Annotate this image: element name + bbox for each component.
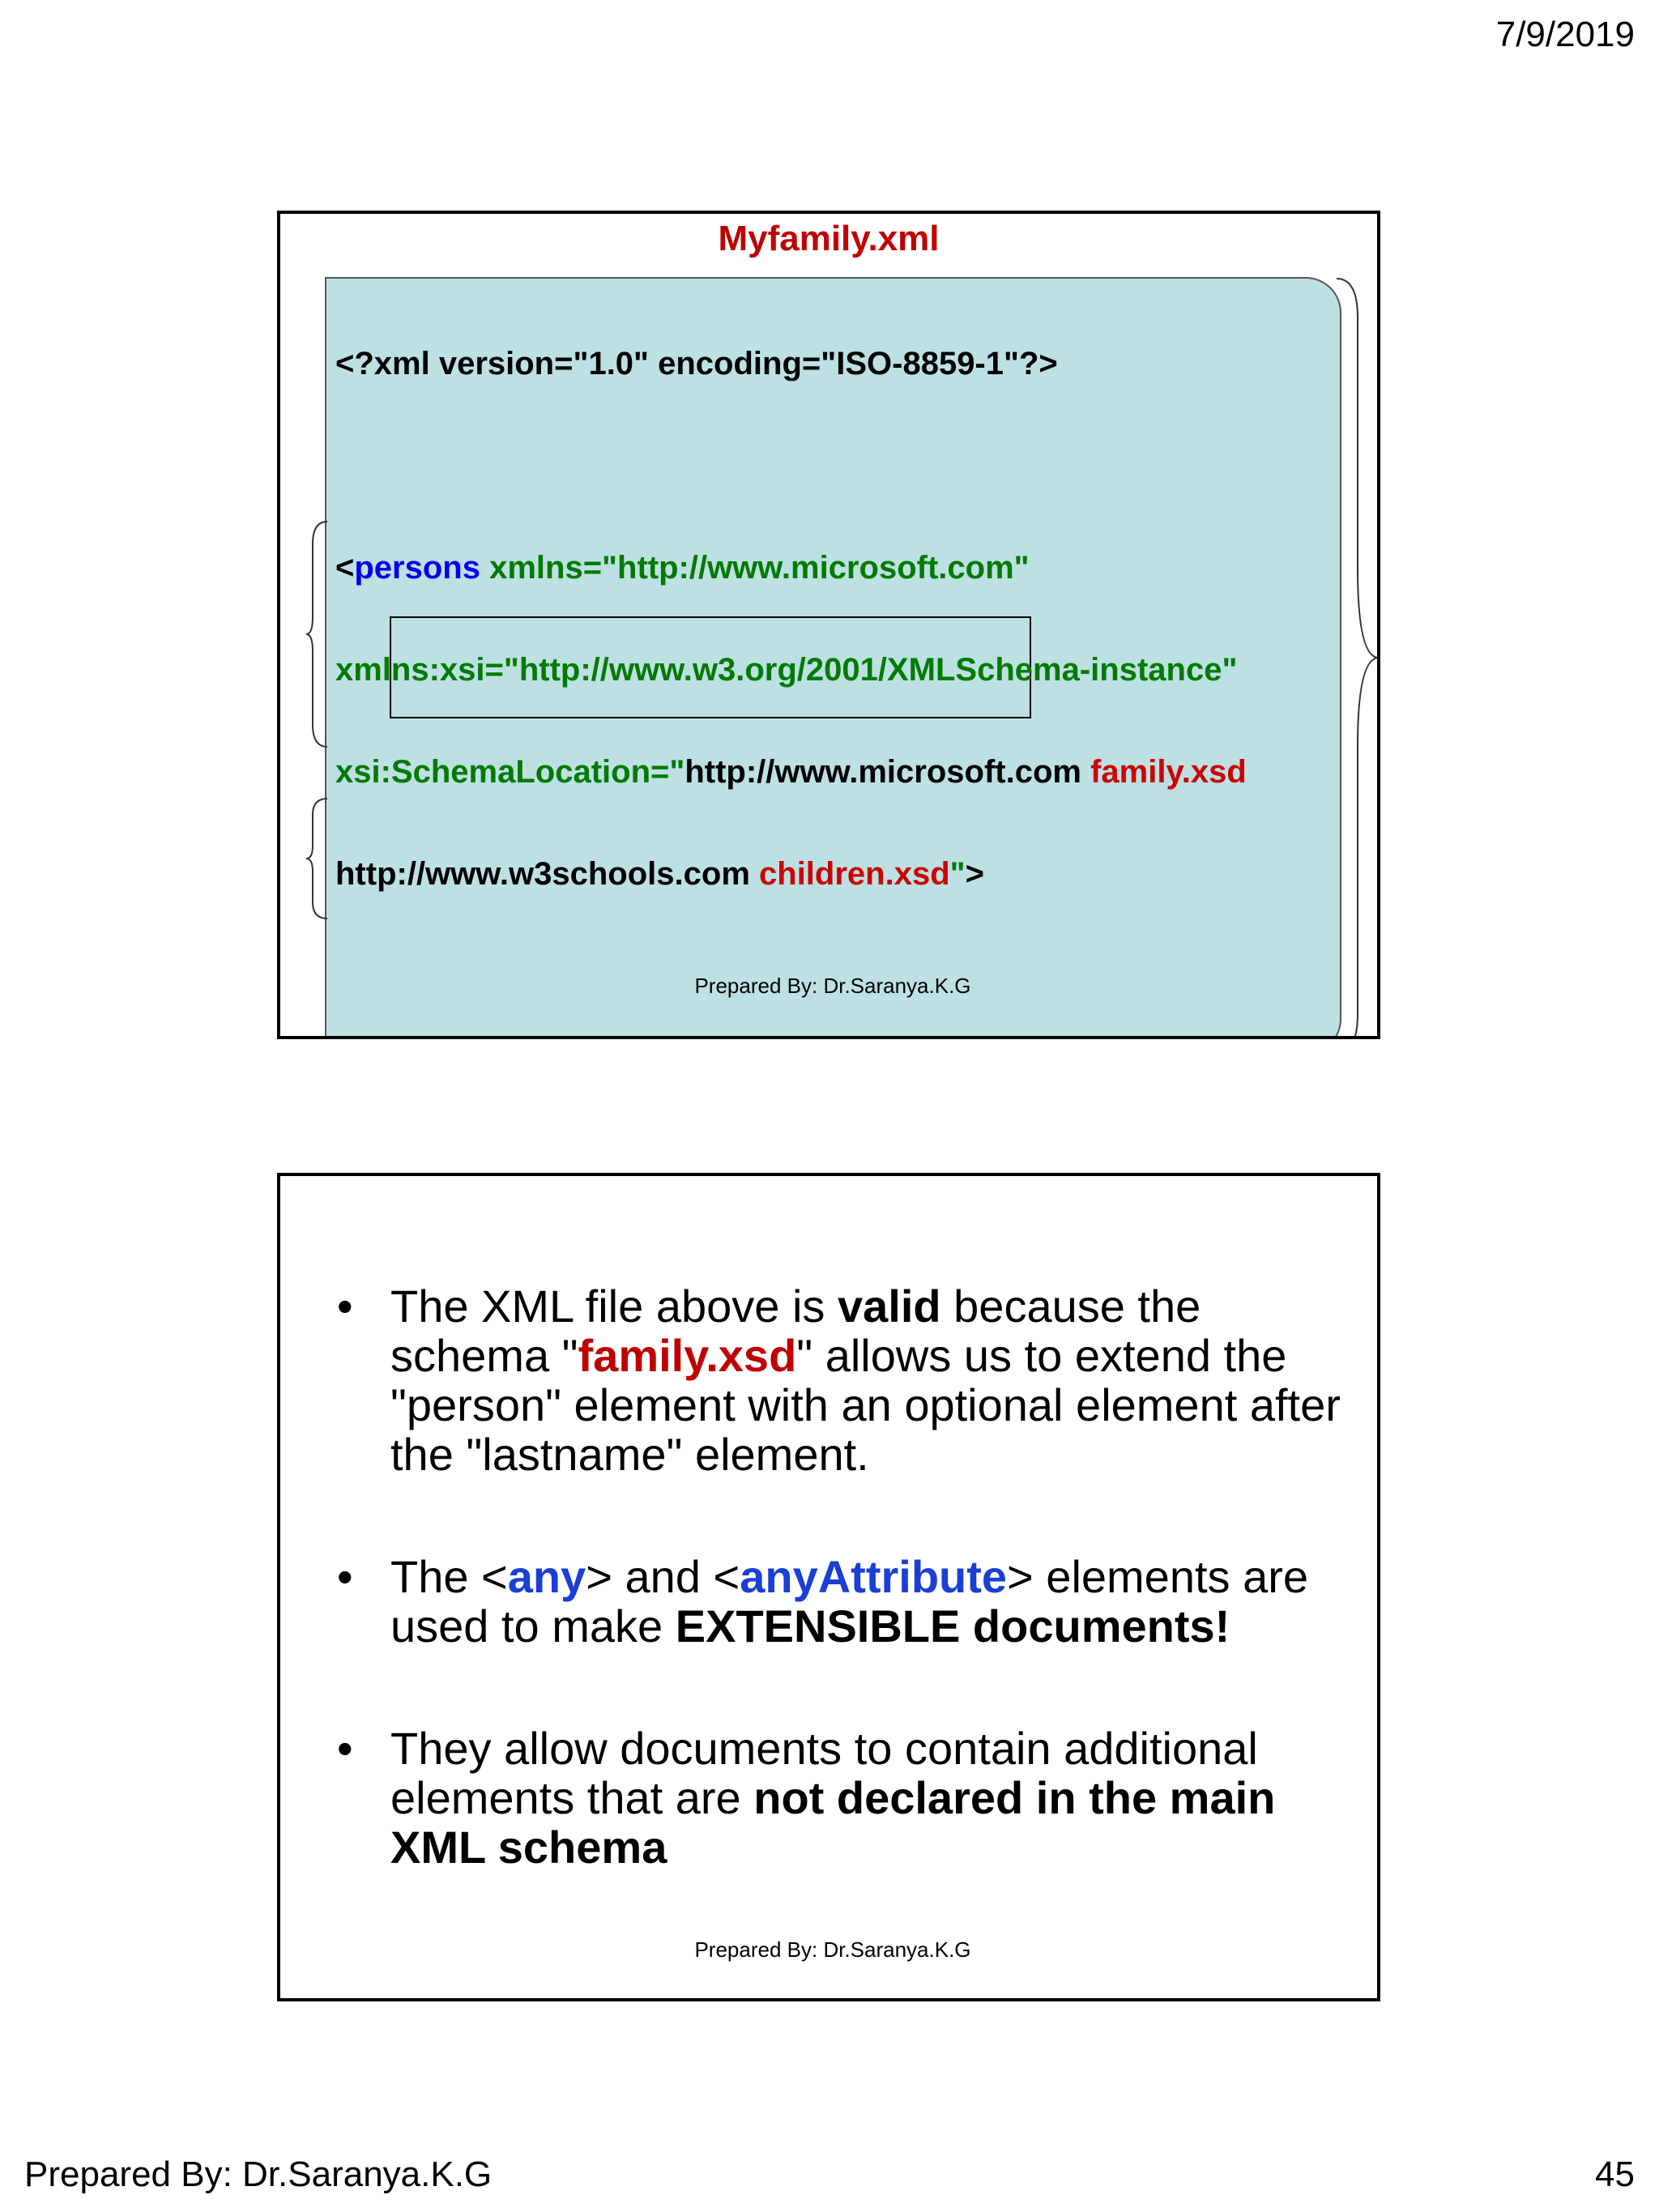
bullet-item [337,1281,1341,1479]
bullet-item [337,1552,1341,1651]
footer-prepared-by: Prepared By: Dr.Saranya.K.G [24,2154,493,2194]
page-number: 45 [1595,2154,1635,2194]
page-date: 7/9/2019 [1495,15,1635,54]
code-token: http://www.w3schools.com [335,856,760,892]
code-token: xmlns:xsi="http://www.w3.org/2001/XMLSchema-instance" [335,652,1238,688]
bullet-text: " allows us to extend the "person" element with an optional element after the "lastname" element. [390,1330,1341,1480]
xml-code-block [335,279,1247,1039]
bullet-dot: • [337,1723,353,1774]
bullet-text: The < [390,1551,508,1602]
bullet-text: not declared in the main XML schema [390,1772,1276,1873]
code-token: persons [354,550,480,586]
left-brace-person-1 [305,520,329,748]
bullet-text: The XML file above is [390,1281,838,1332]
right-brace-persons [1335,277,1380,1039]
code-token: family.xsd [1090,754,1247,790]
bullet-dot: • [337,1551,353,1602]
bullet-text: > elements are used to make [390,1551,1309,1652]
slide-prepared-by: Prepared By: Dr.Saranya.K.G [694,974,971,998]
bullet-text: > and < [586,1551,740,1602]
code-token: xmlns="http://www.microsoft.com" [480,550,1030,586]
bullet-text: any [507,1551,586,1602]
code-token: children.xsd [759,856,950,892]
bullet-text: They allow documents to contain additional elements that are [390,1723,1258,1823]
left-brace-person-2 [305,797,329,920]
slide-prepared-by: Prepared By: Dr.Saranya.K.G [694,1937,971,1962]
code-token: http://www.microsoft.com [684,754,1091,790]
code-token: " [949,856,966,892]
code-line: <?xml version="1.0" encoding="ISO-8859-1"?> [335,346,1058,381]
bullet-item [337,1724,1341,1872]
bullet-text: EXTENSIBLE documents! [675,1600,1230,1652]
bullet-dot: • [337,1281,353,1332]
code-token: < [335,550,355,586]
slide-title: Myfamily.xml [718,219,940,258]
slide-extensibility-notes [277,1173,1380,2001]
bullet-text: anyAttribute [740,1551,1008,1602]
bullet-text: because the schema " [390,1281,1201,1381]
code-token: xsi:SchemaLocation=" [335,754,685,790]
bullet-text: family.xsd [578,1330,797,1381]
code-token: > [965,856,984,892]
slide-xml-example [277,211,1380,1039]
bullet-text: valid [837,1281,941,1332]
bullet-list [337,1281,1341,1945]
